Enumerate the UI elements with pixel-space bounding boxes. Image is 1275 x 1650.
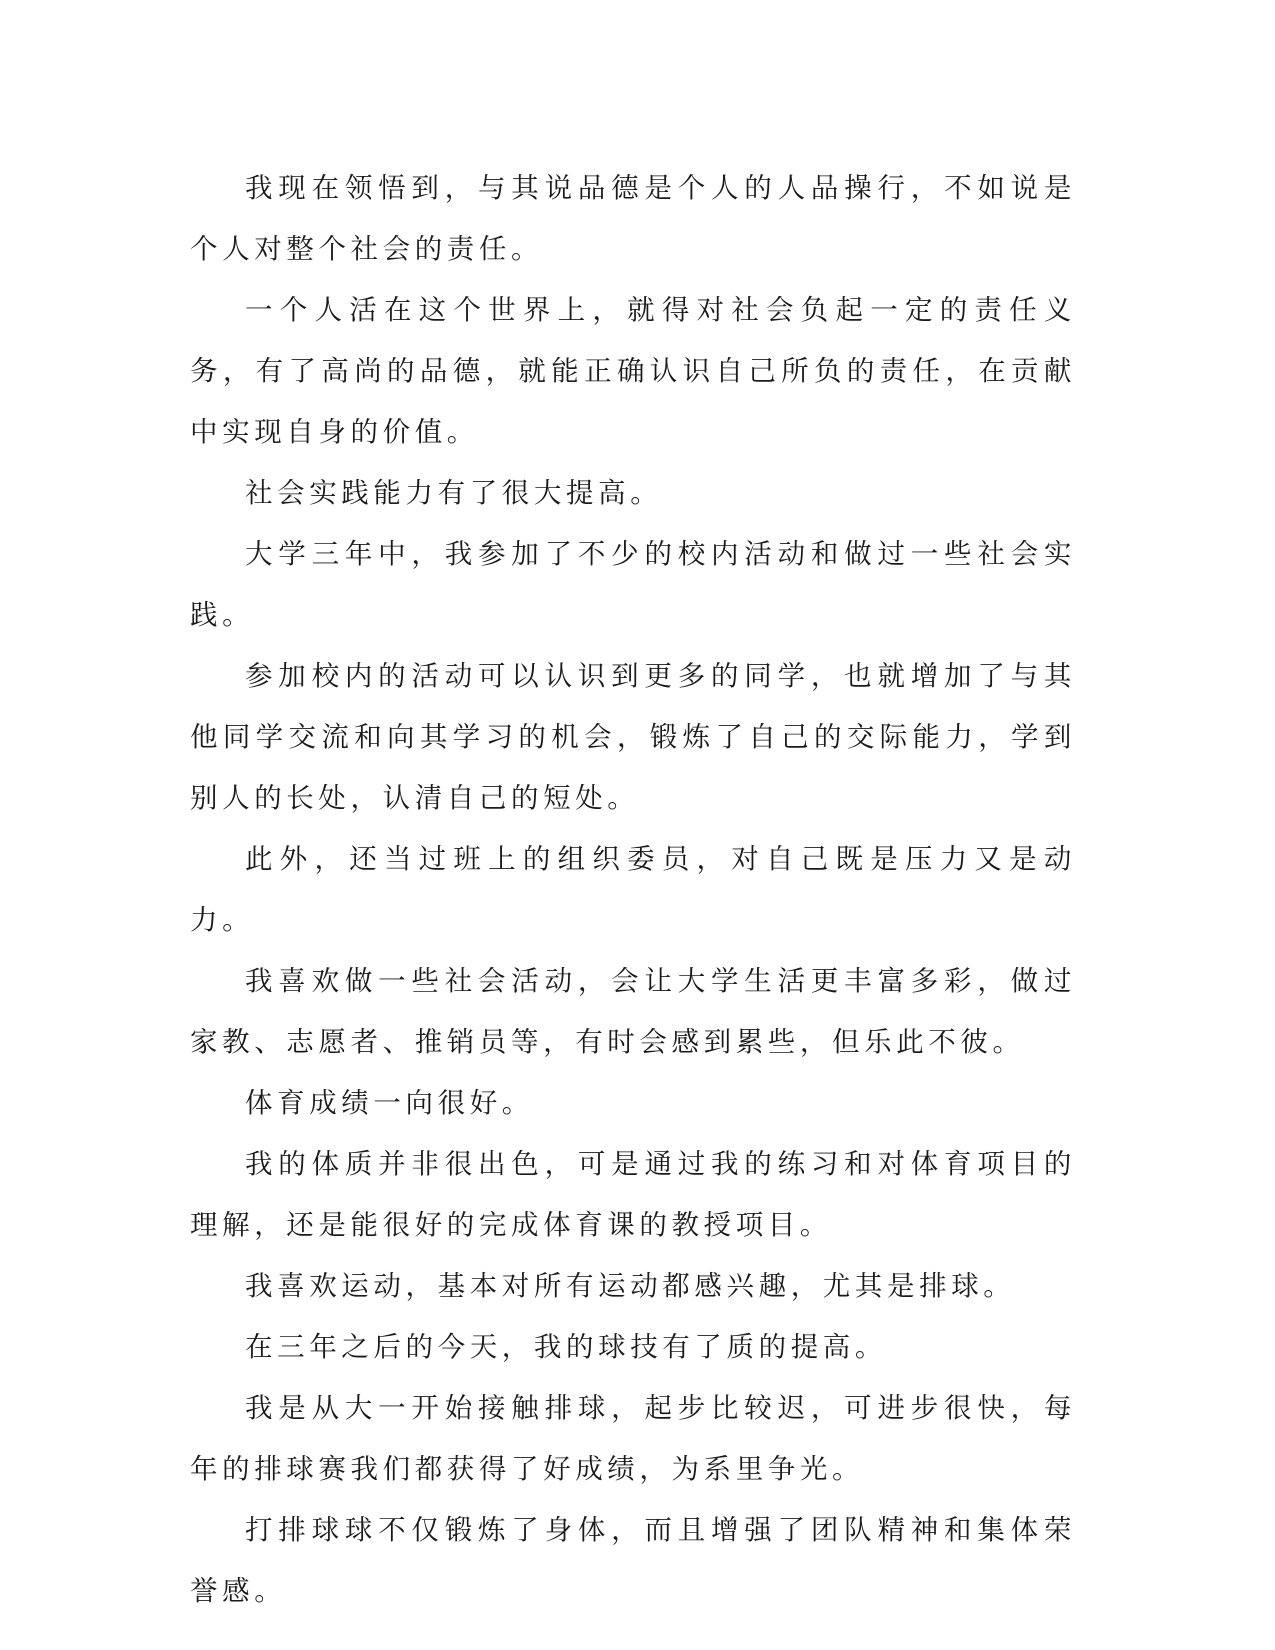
paragraph-9: 我的体质并非很出色，可是通过我的练习和对体育项目的理解，还是能很好的完成体育课的教授项目。 <box>190 1148 1076 1241</box>
paragraph-3: 社会实践能力有了很大提高。 <box>245 477 663 509</box>
paragraph-7: 我喜欢做一些社会活动，会让大学生活更丰富多彩，做过家教、志愿者、推销员等，有时会感到累些，但乐此不彼。 <box>190 965 1076 1058</box>
paragraph-4: 大学三年中，我参加了不少的校内活动和做过一些社会实践。 <box>190 538 1076 631</box>
paragraph-8: 体育成绩一向很好。 <box>245 1087 534 1119</box>
paragraph-2: 一个人活在这个世界上，就得对社会负起一定的责任义务，有了高尚的品德，就能正确认识自己所负的责任，在贡献中实现自身的价值。 <box>190 294 1076 448</box>
paragraph-12: 我是从大一开始接触排球，起步比较迟，可进步很快，每年的排球赛我们都获得了好成绩，为系里争光。 <box>190 1392 1076 1485</box>
paragraph-1: 我现在领悟到，与其说品德是个人的人品操行，不如说是个人对整个社会的责任。 <box>190 172 1076 265</box>
paragraph-6: 此外，还当过班上的组织委员，对自己既是压力又是动力。 <box>190 843 1076 936</box>
paragraph-13: 打排球球不仅锻炼了身体，而且增强了团队精神和集体荣誉感。 <box>190 1514 1076 1607</box>
paragraph-11: 在三年之后的今天，我的球技有了质的提高。 <box>245 1331 887 1363</box>
paragraph-5: 参加校内的活动可以认识到更多的同学，也就增加了与其他同学交流和向其学习的机会，锻炼了自己的交际能力，学到别人的长处，认清自己的短处。 <box>190 660 1076 814</box>
paragraph-10: 我喜欢运动，基本对所有运动都感兴趣，尤其是排球。 <box>245 1270 1016 1302</box>
document-body <box>190 158 1076 1622</box>
